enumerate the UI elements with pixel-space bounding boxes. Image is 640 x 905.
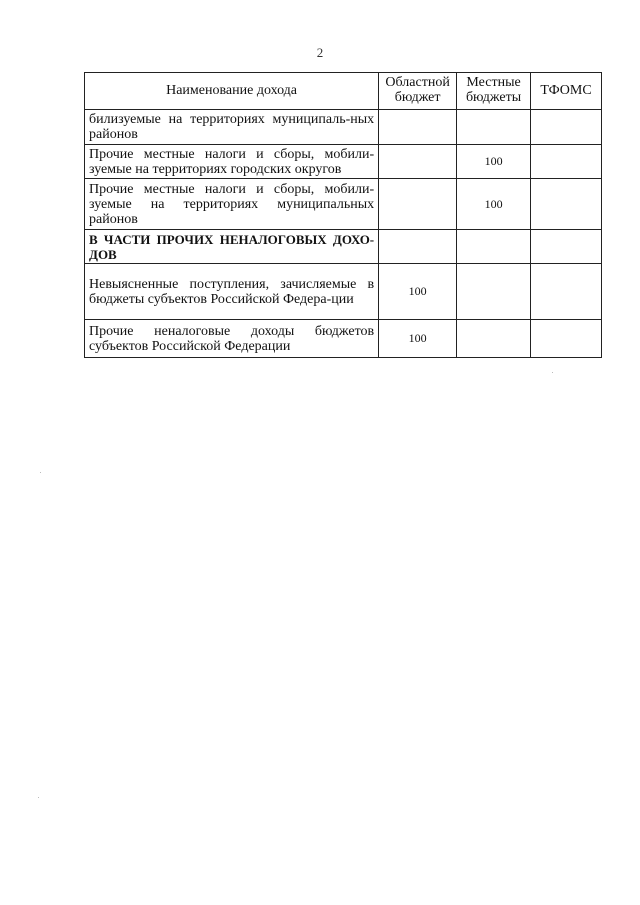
row-revenue-name: Прочие местные налоги и сборы, мобили-зуемые на территориях городских округов <box>85 145 379 179</box>
table-section-row <box>85 230 602 264</box>
row-tfoms-value <box>531 145 602 179</box>
table-row <box>85 320 602 358</box>
table-row <box>85 145 602 179</box>
row-regional-value <box>379 179 457 230</box>
table-row <box>85 264 602 320</box>
row-revenue-name: Прочие местные налоги и сборы, мобили-зуемые на территориях муниципальных районов <box>85 179 379 230</box>
row-tfoms-value <box>531 264 602 320</box>
row-local-value <box>457 264 531 320</box>
row-local-value: 100 <box>457 179 531 230</box>
row-local-value: 100 <box>457 145 531 179</box>
row-local-value <box>457 230 531 264</box>
row-tfoms-value <box>531 110 602 145</box>
scan-speck <box>40 472 41 473</box>
row-revenue-name: Прочие неналоговые доходы бюджетов субъектов Российской Федерации <box>85 320 379 358</box>
header-revenue-name: Наименование дохода <box>85 73 379 110</box>
row-tfoms-value <box>531 179 602 230</box>
row-regional-value: 100 <box>379 264 457 320</box>
row-regional-value: 100 <box>379 320 457 358</box>
row-revenue-name: Невыясненные поступления, зачисляемые в бюджеты субъектов Российской Федера-ции <box>85 264 379 320</box>
revenue-distribution-table <box>84 72 602 358</box>
row-revenue-name: билизуемые на территориях муниципаль-ных районов <box>85 110 379 145</box>
scan-speck <box>552 372 553 373</box>
header-local-budgets: Местные бюджеты <box>457 73 531 110</box>
row-regional-value <box>379 230 457 264</box>
page-number: 2 <box>316 45 324 60</box>
header-tfoms: ТФОМС <box>531 73 602 110</box>
header-regional-budget: Областной бюджет <box>379 73 457 110</box>
table-header-row <box>85 73 602 110</box>
table-row <box>85 110 602 145</box>
row-local-value <box>457 110 531 145</box>
table-row <box>85 179 602 230</box>
row-tfoms-value <box>531 230 602 264</box>
row-regional-value <box>379 145 457 179</box>
scan-speck <box>38 797 39 798</box>
row-tfoms-value <box>531 320 602 358</box>
row-regional-value <box>379 110 457 145</box>
section-heading: В ЧАСТИ ПРОЧИХ НЕНАЛОГОВЫХ ДОХО-ДОВ <box>85 230 379 264</box>
row-local-value <box>457 320 531 358</box>
